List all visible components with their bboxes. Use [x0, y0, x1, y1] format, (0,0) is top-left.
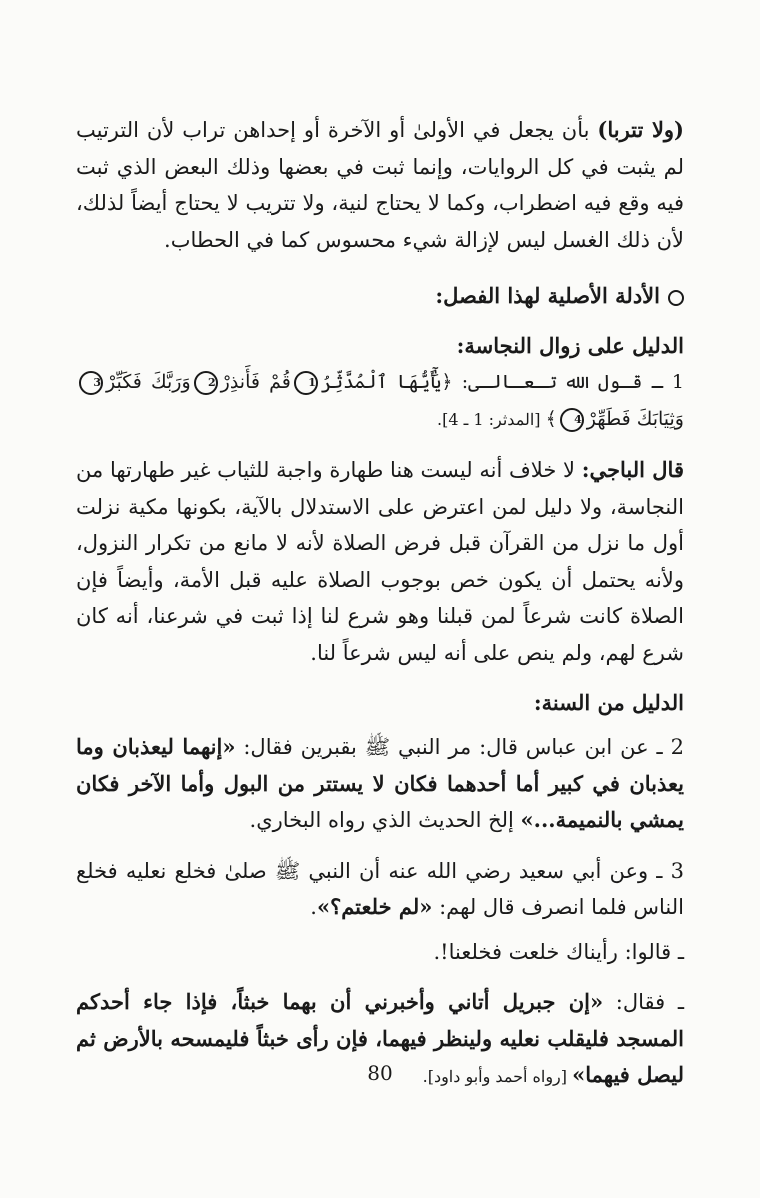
verse-reference: [المدثر: 1 ـ 4]. [436, 409, 546, 429]
hadith-3-quote: «لم خلعتم؟» [316, 894, 433, 919]
section-heading-text: الأدلة الأصلية لهذا الفصل: [435, 283, 660, 308]
verse-close-bracket: ﴾ [545, 407, 557, 430]
section-heading [76, 278, 684, 314]
hadith-3-citation: [رواه أحمد وأبو داود]. [422, 1067, 573, 1086]
bullet-circle-icon [668, 290, 684, 306]
verse-part-3: وَرَبَّكَ فَكَبِّرْ [106, 371, 191, 393]
hadith-2-prefix: 2 ـ عن ابن عباس قال: مر النبي ﷺ بقبرين فقال: [235, 735, 684, 759]
verse-part-2: قُمْ فَأَنذِرْ [220, 371, 291, 393]
ayah-number-1: 1 [294, 371, 318, 395]
term-bold: (ولا تتربا) [597, 117, 684, 142]
baji-label: قال الباجي: [581, 457, 684, 482]
verse-open-bracket: ﴿ [441, 371, 453, 393]
hadith-3-prefix: 3 ـ وعن أبي سعيد رضي الله عنه أن النبي ﷺ صلىٰ فخلع نعليه فخلع الناس فلما انصرف قال لهم: [76, 858, 684, 919]
hadith-3-suffix: . [310, 895, 317, 919]
hadith-3-answer-prefix: ـ فقال: [603, 990, 684, 1014]
baji-text: لا خلاف أنه ليست هنا طهارة واجبة للثياب غير طهارتها من النجاسة، ولا دليل لمن اعترض على الاستدلال بالآية، بكونها مكية نزلت أول ما نزل من القرآن قبل فرض الصلاة لأنه لا مانع من تكرار النزول، ولأنه يحتمل أن يكون خص بوجوب الصلاة عليه قبل الأمة، وأيضاً فإن الصلاة كانت شرعاً لمن قبلنا وهو شرع لنا إذا ثبت في شرعنا، أنه كان شرع لهم، ولم ينص على أنه ليس شرعاً لنا. [76, 458, 684, 665]
paragraph-baji [76, 452, 684, 671]
paragraph-intro [76, 112, 684, 258]
hadith-2 [76, 729, 684, 839]
verse-part-1: يَٰٓأَيُّهَا ٱلْمُدَّثِّرُ [320, 371, 442, 393]
page-number: 80 [367, 1061, 393, 1085]
hadith-2-quote: «إنهما ليعذبان وما يعذبان في كبير أما أحدهما فكان لا يستتر من البول وأما الآخر فكان يمشي بالنميمة...» [76, 734, 684, 832]
ayah-number-3: 3 [79, 371, 103, 395]
hadith-3-reply: ـ قالوا: رأيناك خلعت فخلعنا!. [433, 939, 684, 964]
hadith-3-answer-quote: «إن جبريل أتاني وأخبرني أن بهما خبثاً، فإذا جاء أحدكم المسجد فليقلب نعليه ولينظر فيهما، فإن رأى خبثاً فليمسحه بالأرض ثم ليصل فيهما» [76, 989, 684, 1087]
hadith-3 [76, 853, 684, 926]
hadith-2-suffix: إلخ الحديث الذي رواه البخاري. [249, 808, 521, 832]
subheading-sunnah: الدليل من السنة: [533, 690, 684, 715]
verse-part-4: وَثِيَابَكَ فَطَهِّرْ [586, 407, 684, 430]
ayah-number-2: 2 [194, 371, 218, 395]
subheading-impurity: الدليل على زوال النجاسة: [456, 333, 684, 358]
paragraph-intro-text: بأن يجعل في الأولىٰ أو الآخرة أو إحداهن تراب لأن الترتيب لم يثبت في كل الروايات، وإنما ثبت في بعضها وذلك البعض الذي ثبت فيه وقع فيه اضطراب، وكما لا يحتاج لنية، ولا تتريب لا يحتاج أيضاً لذلك، لأن ذلك الغسل ليس لإزالة شيء محسوس كما في الحطاب. [76, 118, 684, 252]
verse-prefix: 1 ـ قـول الله تـعـالـى: [452, 371, 685, 393]
quran-verse [76, 364, 684, 438]
ayah-number-4: 4 [560, 408, 584, 432]
